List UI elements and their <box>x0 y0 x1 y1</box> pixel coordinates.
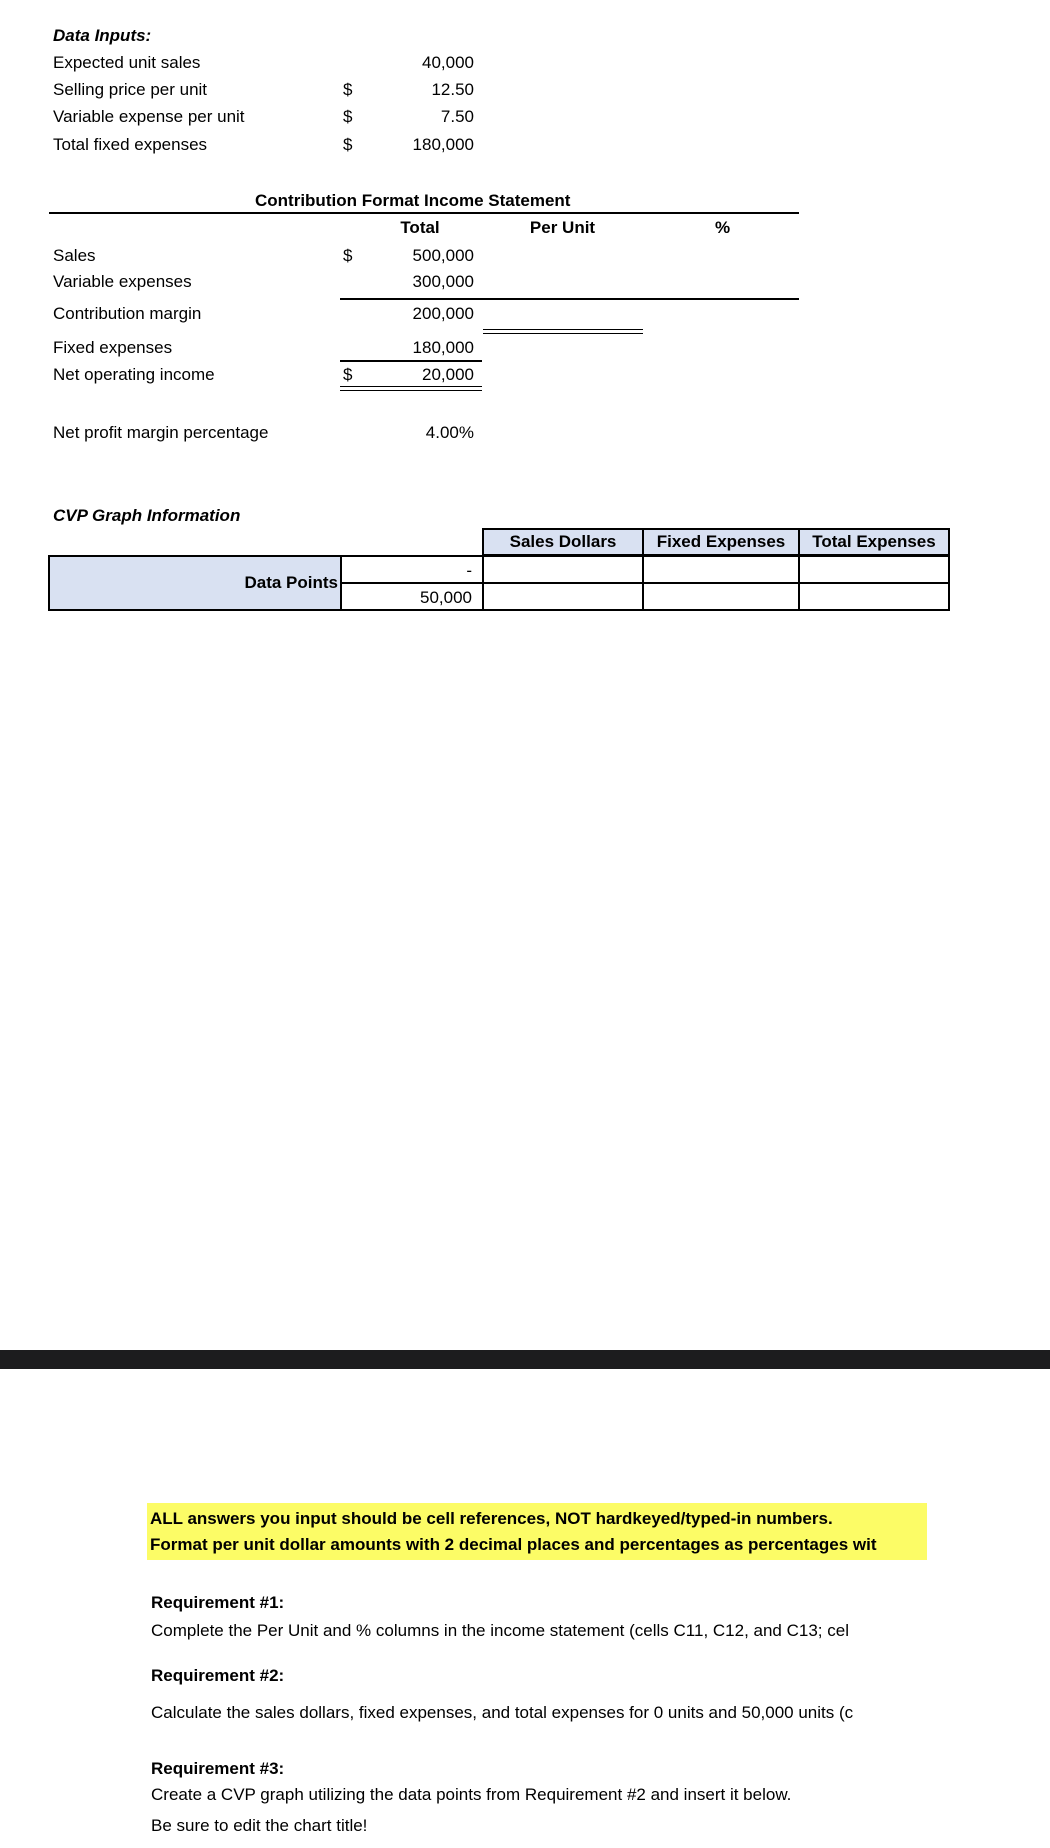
input-value-variable-expense[interactable]: 7.50 <box>440 107 474 126</box>
req1-title: Requirement #1: <box>151 1593 285 1612</box>
cvp-header-fixed-expenses-label: Fixed Expenses <box>656 532 786 551</box>
section-divider <box>0 1350 1050 1369</box>
input-symbol: $ <box>343 135 353 154</box>
cvp-units-0: - <box>466 561 472 580</box>
data-inputs-title: Data Inputs: <box>53 26 152 45</box>
req3-title: Requirement #3: <box>151 1759 285 1778</box>
req3-text-1: Create a CVP graph utilizing the data points from Requirement #2 and insert it below. <box>151 1785 792 1804</box>
row-label-sales: Sales <box>53 246 96 265</box>
input-label-selling-price: Selling price per unit <box>53 80 208 99</box>
data-points-label: Data Points <box>244 573 338 592</box>
input-value-selling-price[interactable]: 12.50 <box>431 80 474 99</box>
cvp-header-fixed-expenses <box>642 528 800 556</box>
cvp-header-total-expenses-label: Total Expenses <box>812 532 936 551</box>
col-header-percent: % <box>714 218 731 237</box>
cvp-fixed-expenses-row2[interactable] <box>642 582 800 611</box>
subtotal-rule <box>340 298 799 300</box>
net-income-double-rule-bottom <box>340 390 482 391</box>
cvp-title: CVP Graph Information <box>53 506 241 525</box>
input-value-expected-unit-sales[interactable]: 40,000 <box>422 53 474 72</box>
col-header-total: Total <box>400 218 440 237</box>
row-symbol: $ <box>343 246 353 265</box>
cvp-sales-dollars-row1[interactable] <box>482 555 644 584</box>
cvp-sales-dollars-row2[interactable] <box>482 582 644 611</box>
net-income-double-rule-top <box>340 386 482 387</box>
cvp-total-expenses-row1[interactable] <box>798 555 950 584</box>
cvp-fixed-expenses-row1[interactable] <box>642 555 800 584</box>
row-value-variable-expenses[interactable]: 300,000 <box>412 272 474 291</box>
row-label-variable-expenses: Variable expenses <box>53 272 192 291</box>
row-value-net-operating-income[interactable]: 20,000 <box>422 365 474 384</box>
npm-label: Net profit margin percentage <box>53 423 269 442</box>
row-value-sales[interactable]: 500,000 <box>412 246 474 265</box>
input-label-total-fixed: Total fixed expenses <box>53 135 208 154</box>
input-label-expected-unit-sales: Expected unit sales <box>53 53 201 72</box>
req3-text-2: Be sure to edit the chart title! <box>151 1816 368 1835</box>
net-income-top-rule <box>340 360 482 362</box>
data-points-label-cell <box>48 555 342 611</box>
req2-text: Calculate the sales dollars, fixed expenses, and total expenses for 0 units and 50,000 units (c <box>151 1703 854 1722</box>
per-unit-double-rule-bottom <box>483 333 643 334</box>
req1-text: Complete the Per Unit and % columns in the income statement (cells C11, C12, and C13; cel <box>151 1621 849 1640</box>
cvp-header-total-expenses <box>798 528 950 556</box>
row-label-fixed-expenses: Fixed expenses <box>53 338 173 357</box>
input-value-total-fixed[interactable]: 180,000 <box>412 135 474 154</box>
cvp-header-sales-dollars-label: Sales Dollars <box>509 532 617 551</box>
input-label-variable-expense: Variable expense per unit <box>53 107 245 126</box>
row-label-net-operating-income: Net operating income <box>53 365 215 384</box>
col-header-per-unit: Per Unit <box>529 218 596 237</box>
title-rule <box>49 212 799 214</box>
row-label-contribution-margin: Contribution margin <box>53 304 202 323</box>
per-unit-double-rule-top <box>483 329 643 330</box>
row-symbol: $ <box>343 365 353 384</box>
income-statement-title: Contribution Format Income Statement <box>255 191 571 210</box>
cvp-units-1-cell[interactable] <box>340 582 484 611</box>
row-value-fixed-expenses[interactable]: 180,000 <box>412 338 474 357</box>
input-symbol: $ <box>343 107 353 126</box>
cvp-units-0-cell[interactable] <box>340 555 484 584</box>
note-line-2: Format per unit dollar amounts with 2 decimal places and percentages as percentages wit <box>150 1535 877 1554</box>
row-value-contribution-margin[interactable]: 200,000 <box>412 304 474 323</box>
req2-title: Requirement #2: <box>151 1666 285 1685</box>
cvp-units-1: 50,000 <box>420 588 472 607</box>
input-symbol: $ <box>343 80 353 99</box>
note-line-1: ALL answers you input should be cell references, NOT hardkeyed/typed-in numbers. <box>150 1509 833 1528</box>
npm-value[interactable]: 4.00% <box>425 423 474 442</box>
instruction-highlight <box>147 1503 927 1560</box>
cvp-total-expenses-row2[interactable] <box>798 582 950 611</box>
cvp-header-sales-dollars <box>482 528 644 556</box>
